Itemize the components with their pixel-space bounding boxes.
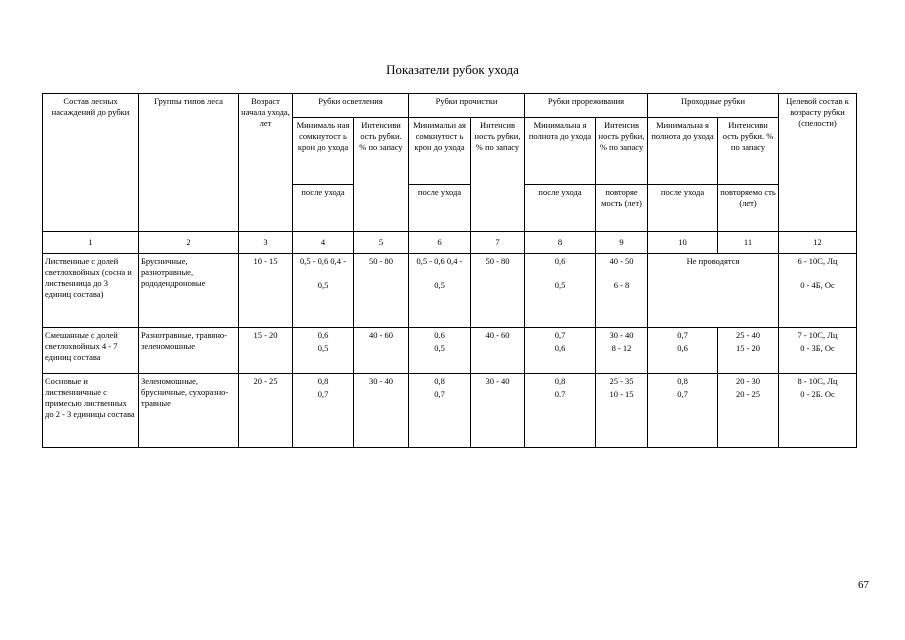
value-after: 0,5 [317,343,329,353]
value-after: 0,5 [434,343,445,353]
col-number: 1 [43,232,139,254]
composition-cell: Смешанные с долей светлохвойных 4 - 7 единиц состава [43,328,139,374]
col-number: 5 [354,232,409,254]
table-row [43,254,857,328]
target-cell [779,254,857,328]
header-repeat-11: повторяемо сть (лет) [718,185,779,232]
value-before: 6 - 10С, Лц [797,256,838,266]
value-before: 0,6 [554,256,566,266]
value-cell: 50 - 80 [354,254,409,328]
value-after: 15 - 20 [735,343,761,353]
target-cell [779,374,857,448]
value-after: 0.7 [554,389,566,399]
not-performed-cell: Не проводятся [648,254,779,328]
header-sub-7: Интенсив ность рубки, % по запасу [471,118,525,232]
value-after: 0,6 [554,343,566,353]
value-before: 0,5 - 0,6 0,4 - [299,256,347,266]
value-cell [409,254,471,328]
value-before: 0,7 [677,330,688,340]
header-sub-6: Минимальн ая сомкнутост ь крон до ухода [409,118,471,185]
header-sub-4: Минималь ная сомкнутост ь крон до ухода [293,118,354,185]
col-number: 10 [648,232,718,254]
value-after: 10 - 15 [609,389,634,399]
value-after: 0,7 [677,389,688,399]
target-cell [779,328,857,374]
value-before: 7 - 10С, Лц [797,330,838,340]
header-sub-9: Интенсив ность рубки, % по запасу [596,118,648,185]
forest-type-cell: Разнотравные, травяно-зеленомошные [139,328,239,374]
header-sub-11: Интенсивн ость рубки. % по запасу [718,118,779,185]
value-cell [525,374,596,448]
document-title: Показатели рубок ухода [386,62,519,77]
value-before: 0,8 [554,376,566,386]
col-number: 4 [293,232,354,254]
value-after: 0,6 [677,343,688,353]
header-composition: Состав лесных насаждений до рубки [43,94,139,232]
value-cell [596,254,648,328]
value-cell: 40 - 60 [354,328,409,374]
value-after: 8 - 12 [611,343,632,353]
composition-cell: Лиственные с долей светлохвойных (сосна и лиственница до 3 единиц состава) [43,254,139,328]
header-group-cleaning: Рубки прочистки [409,94,525,118]
value-cell: 40 - 60 [471,328,525,374]
value-cell [525,328,596,374]
age-cell: 15 - 20 [239,328,293,374]
value-cell: 50 - 80 [471,254,525,328]
age-cell: 10 - 15 [239,254,293,328]
page-number: 67 [858,579,869,591]
value-after: 0,5 [554,280,566,290]
header-after-6: после ухода [409,185,471,232]
value-before: 0,8 [434,376,445,386]
value-after: 0 - 4Б, Ос [800,280,835,290]
header-start-age: Возраст начала ухода, лет [239,94,293,232]
value-before: 0.6 [434,330,445,340]
forest-type-cell: Зеленомошные, брусничные, сухоразно-травные [139,374,239,448]
value-before: 0,7 [554,330,566,340]
value-after: 0,7 [317,389,329,399]
col-number: 2 [139,232,239,254]
value-before: 8 - 10С, Лц [797,376,838,386]
header-target-composition: Целевой состав к возрасту рубки (спелости) [779,94,857,232]
value-before: 20 - 30 [735,376,761,386]
value-before: 0,8 [677,376,688,386]
value-after: 6 - 8 [613,280,630,290]
value-before: 0,5 - 0,6 0,4 - [416,256,463,266]
header-group-clearing: Рубки осветления [293,94,409,118]
value-after: 20 - 25 [735,389,761,399]
value-cell [409,374,471,448]
column-numbers-row [43,232,857,254]
age-cell: 20 - 25 [239,374,293,448]
header-after-10: после ухода [648,185,718,232]
value-cell: 30 - 40 [471,374,525,448]
value-cell [293,374,354,448]
header-group-passage: Проходные рубки [648,94,779,118]
value-before: 30 - 40 [609,330,634,340]
value-cell [648,374,718,448]
composition-cell: Сосновые и лиственничные с примесью лиственных до 2 - 3 единицы состава [43,374,139,448]
value-before: 0,8 [317,376,329,386]
header-forest-types: Группы типов леса [139,94,239,232]
value-cell [718,328,779,374]
header-sub-10: Минимальна я полнота до ухода [648,118,718,185]
value-before: 25 - 40 [735,330,761,340]
value-before: 40 - 50 [609,256,634,266]
value-cell [648,328,718,374]
header-group-thinning: Рубки прореживания [525,94,648,118]
col-number: 9 [596,232,648,254]
value-cell: 30 - 40 [354,374,409,448]
header-sub-5: Интенсиви ость рубки. % по запасу [354,118,409,232]
col-number: 6 [409,232,471,254]
value-after: 0 - 2Б. Ос [800,389,835,399]
header-repeat-9: повторяе мость (лет) [596,185,648,232]
value-after: 0,5 [317,280,329,290]
col-number: 3 [239,232,293,254]
value-cell [293,254,354,328]
value-cell [409,328,471,374]
value-after: 0,7 [434,389,445,399]
value-before: 0,6 [317,330,329,340]
value-cell [596,374,648,448]
header-sub-8: Минимальна я полнота до ухода [525,118,596,185]
value-after: 0,5 [434,280,445,290]
value-before: 25 - 35 [609,376,634,386]
table-row [43,374,857,448]
header-after-4: после ухода [293,185,354,232]
col-number: 12 [779,232,857,254]
value-cell [718,374,779,448]
col-number: 11 [718,232,779,254]
value-cell [596,328,648,374]
table-row [43,328,857,374]
forest-type-cell: Брусничные, разнотравные, рододендроновые [139,254,239,328]
header-after-8: после ухода [525,185,596,232]
col-number: 8 [525,232,596,254]
logging-indicators-table [42,93,857,448]
value-after: 0 - 3Б, Ос [800,343,835,353]
value-cell [525,254,596,328]
value-cell [293,328,354,374]
col-number: 7 [471,232,525,254]
